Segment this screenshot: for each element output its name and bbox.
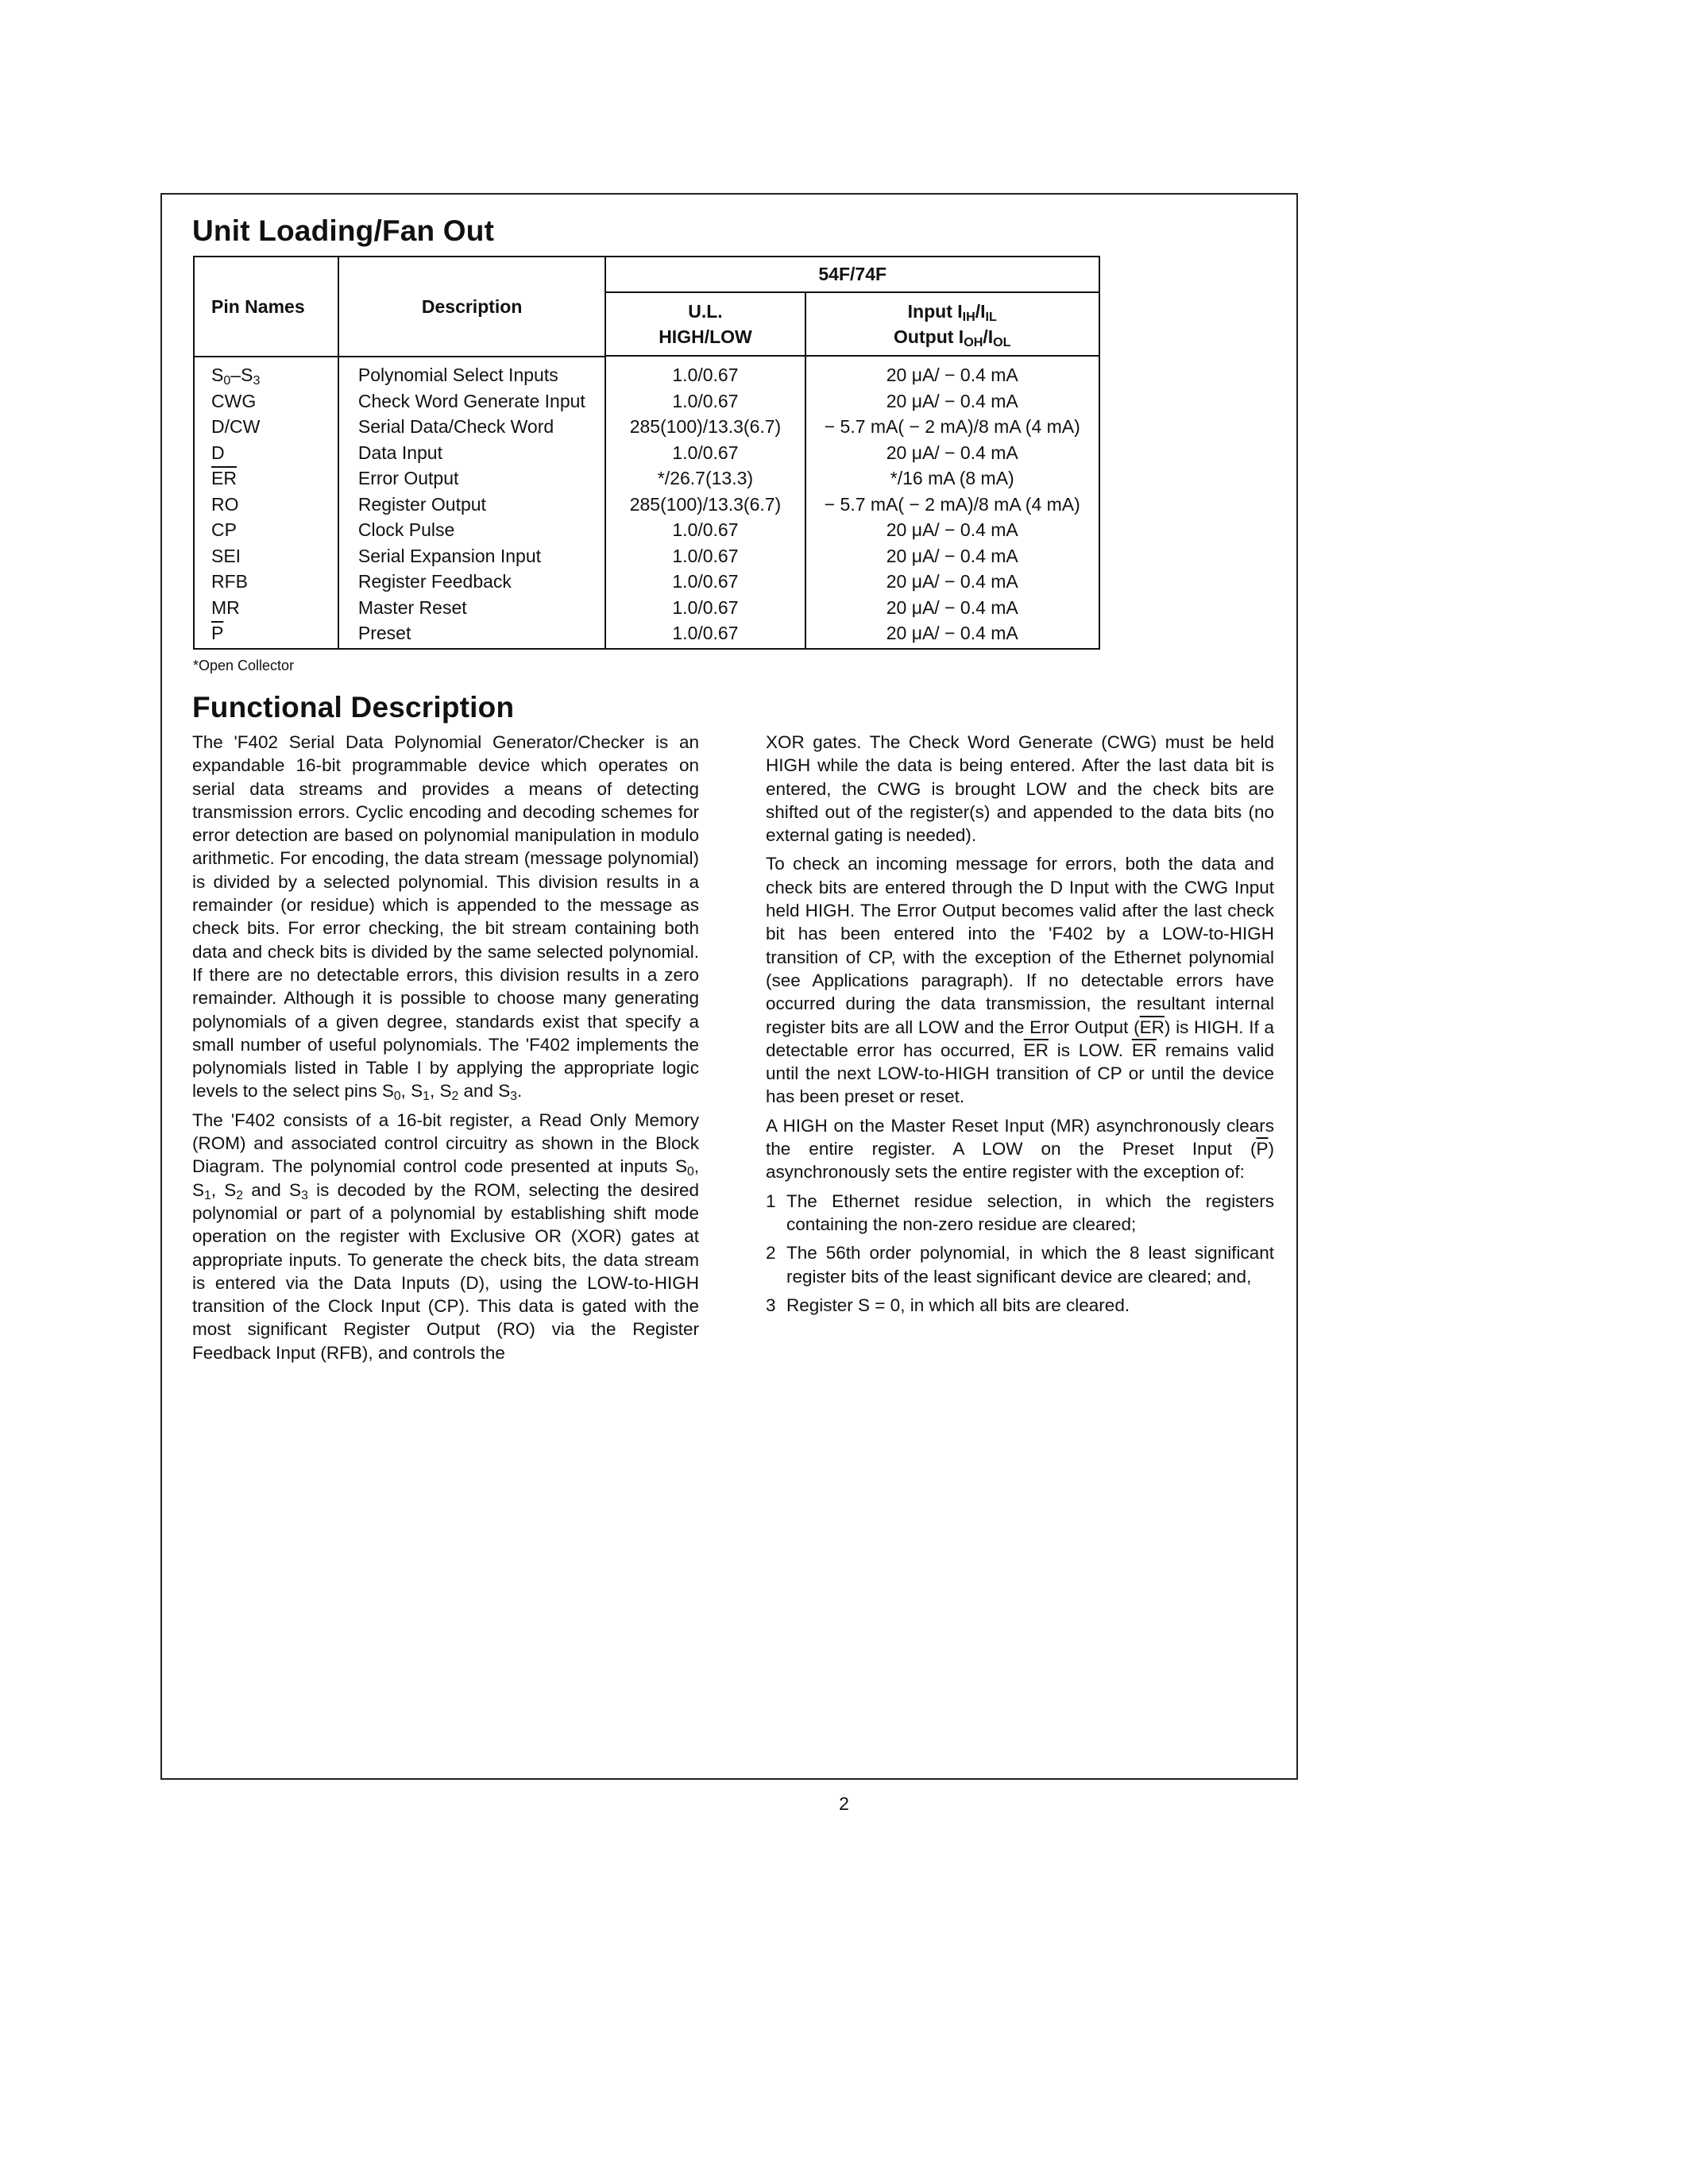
table-row	[194, 465, 1099, 492]
io-cell: 20 μA/ − 0.4 mA	[805, 620, 1099, 649]
description-cell: Clock Pulse	[338, 517, 606, 543]
right-paragraph-1: XOR gates. The Check Word Generate (CWG) must be held HIGH while the data is being entered. After the last data bit is entered, the CWG is brought LOW and the check bits are shifted out of the register(s) and appended to the data bits (no external gating is needed).	[766, 732, 1274, 846]
list-item-text: The 56th order polynomial, in which the 8 least significant register bits of the least significant device are cleared; and,	[786, 1243, 1274, 1287]
header-input: Input $I_{IH}/I_{IL}$	[907, 301, 997, 324]
description-cell: Polynomial Select Inputs	[338, 357, 606, 388]
header-description: Description	[338, 257, 606, 356]
ul-cell: 1.0/0.67	[605, 543, 805, 569]
ul-cell: 1.0/0.67	[605, 517, 805, 543]
right-paragraph-3: A HIGH on the Master Reset Input (MR) asynchronously clears the entire register. A LOW on the Preset Input $(\overline{P})$ asynchronously sets the entire register with the exception of:	[766, 1115, 1274, 1183]
pin-name-cell: CP	[194, 517, 338, 543]
description-cell: Preset	[338, 620, 606, 649]
table-row	[194, 620, 1099, 649]
description-cell: Serial Data/Check Word	[338, 414, 606, 440]
io-cell: 20 μA/ − 0.4 mA	[805, 517, 1099, 543]
ul-cell: 1.0/0.67	[605, 595, 805, 621]
io-cell: 20 μA/ − 0.4 mA	[805, 440, 1099, 466]
pin-name-cell: CWG	[194, 388, 338, 415]
ul-cell: 1.0/0.67	[605, 569, 805, 595]
pin-name-cell: $\overline{ER}$	[194, 465, 338, 492]
io-cell: − 5.7 mA( − 2 mA)/8 mA (4 mA)	[805, 492, 1099, 518]
table-row	[194, 595, 1099, 621]
list-item-text: The Ethernet residue selection, in which the registers containing the non-zero residue are cleared;	[786, 1190, 1274, 1234]
ul-cell: 1.0/0.67	[605, 388, 805, 415]
table-row	[194, 517, 1099, 543]
table-row	[194, 543, 1099, 569]
description-cell: Check Word Generate Input	[338, 388, 606, 415]
table-row	[194, 414, 1099, 440]
pin-name-cell: RO	[194, 492, 338, 518]
header-ul	[605, 292, 805, 356]
ul-cell: 1.0/0.67	[605, 357, 805, 388]
pin-name-cell: D/CW	[194, 414, 338, 440]
left-column	[192, 731, 699, 1370]
page-number: 2	[839, 1793, 849, 1814]
unit-loading-table	[193, 256, 1100, 650]
pin-name-cell: SEI	[194, 543, 338, 569]
footnote: *Open Collector	[193, 658, 295, 673]
io-cell: 20 μA/ − 0.4 mA	[805, 595, 1099, 621]
description-cell: Register Feedback	[338, 569, 606, 595]
description-cell: Master Reset	[338, 595, 606, 621]
io-cell: 20 μA/ − 0.4 mA	[805, 569, 1099, 595]
header-ul-line2: HIGH/LOW	[659, 326, 752, 347]
ul-cell: */26.7(13.3)	[605, 465, 805, 492]
io-cell: */16 mA (8 mA)	[805, 465, 1099, 492]
ul-cell: 1.0/0.67	[605, 440, 805, 466]
list-item	[766, 1241, 1274, 1288]
exception-list	[766, 1190, 1274, 1317]
header-ul-line1: U.L.	[688, 301, 723, 322]
unit-loading-heading: Unit Loading/Fan Out	[192, 214, 495, 247]
right-paragraph-2: To check an incoming message for errors, both the data and check bits are entered through the D Input with the CWG Input held HIGH. The Error Output becomes valid after the last check bit has been entered into the 'F402 by a LOW-to-HIGH transition of CP, with the exception of the Ethernet polynomial (see Applications paragraph). If no detectable errors have occurred during the data transmission, the resultant internal register bits are all LOW and the Error Output $(\overline{ER})$ is HIGH. If a detectable error has occurred, $\overline{ER}$ is LOW. $\overline{ER}$ remains valid until the next LOW-to-HIGH transition of CP or until the device has been preset or reset.	[766, 854, 1275, 1107]
list-item-text: Register S = 0, in which all bits are cleared.	[786, 1295, 1130, 1315]
header-family: 54F/74F	[605, 257, 1099, 292]
table-row	[194, 440, 1099, 466]
table-row	[194, 388, 1099, 415]
ul-cell: 285(100)/13.3(6.7)	[605, 414, 805, 440]
header-io	[805, 292, 1099, 356]
left-paragraph-2: The 'F402 consists of a 16-bit register, a Read Only Memory (ROM) and associated control circuitry as shown in the Block Diagram. The polynomial control code presented at inputs $S_0$, $S_1$, $S_2$ and $S_3$ is decoded by the ROM, selecting the desired polynomial or part of a polynomial by establishing shift mode operation on the register with Exclusive OR (XOR) gates at appropriate inputs. To generate the check bits, the data stream is entered via the Data Inputs (D), using the LOW-to-HIGH transition of the Clock Input (CP). This data is gated with the most significant Register Output (RO) via the Register Feedback Input (RFB), and controls the	[192, 1109, 699, 1363]
table-row	[194, 492, 1099, 518]
right-column	[766, 731, 1274, 1322]
pin-name-cell: D	[194, 440, 338, 466]
ul-cell: 1.0/0.67	[605, 620, 805, 649]
list-item	[766, 1294, 1274, 1317]
description-cell: Serial Expansion Input	[338, 543, 606, 569]
pin-name-cell: $S_0-S_3$	[194, 357, 338, 388]
left-paragraph-1: The 'F402 Serial Data Polynomial Generator/Checker is an expandable 16-bit programmable device which operates on serial data streams and provides a means of detecting transmission errors. Cyclic encoding and decoding schemes for error detection are based on polynomial manipulation in modulo arithmetic. For encoding, the data stream (message polynomial) is divided by a selected polynomial. This division results in a remainder (or residue) which is appended to the message as check bits. For error checking, the bit stream containing both data and check bits is divided by the same selected polynomial. If there are no detectable errors, this division results in a zero remainder. Although it is possible to choose many generating polynomials of a given degree, standards exist that specify a small number of useful polynomials. The 'F402 implements the polynomials listed in Table I by applying the appropriate logic levels to the select pins $S_0$, $S_1$, $S_2$ and $S_3$.	[192, 732, 699, 1104]
table-row	[194, 569, 1099, 595]
io-cell: 20 μA/ − 0.4 mA	[805, 388, 1099, 415]
list-item	[766, 1190, 1274, 1237]
pin-name-cell: $\overline{P}$	[194, 620, 338, 649]
list-item-number: 2	[766, 1243, 776, 1264]
description-cell: Data Input	[338, 440, 606, 466]
table-row	[194, 357, 1099, 388]
description-cell: Error Output	[338, 465, 606, 492]
ul-cell: 285(100)/13.3(6.7)	[605, 492, 805, 518]
io-cell: − 5.7 mA( − 2 mA)/8 mA (4 mA)	[805, 414, 1099, 440]
list-item-number: 3	[766, 1295, 776, 1315]
pin-name-cell: MR	[194, 595, 338, 621]
pin-name-cell: RFB	[194, 569, 338, 595]
io-cell: 20 μA/ − 0.4 mA	[805, 357, 1099, 388]
unit-loading-rows	[194, 357, 1099, 649]
list-item-number: 1	[766, 1190, 776, 1211]
functional-description-heading: Functional Description	[192, 691, 515, 723]
io-cell: 20 μA/ − 0.4 mA	[805, 543, 1099, 569]
header-pin-names: Pin Names	[194, 257, 338, 356]
header-output: Output $I_{OH}/I_{OL}$	[894, 326, 1011, 349]
description-cell: Register Output	[338, 492, 606, 518]
